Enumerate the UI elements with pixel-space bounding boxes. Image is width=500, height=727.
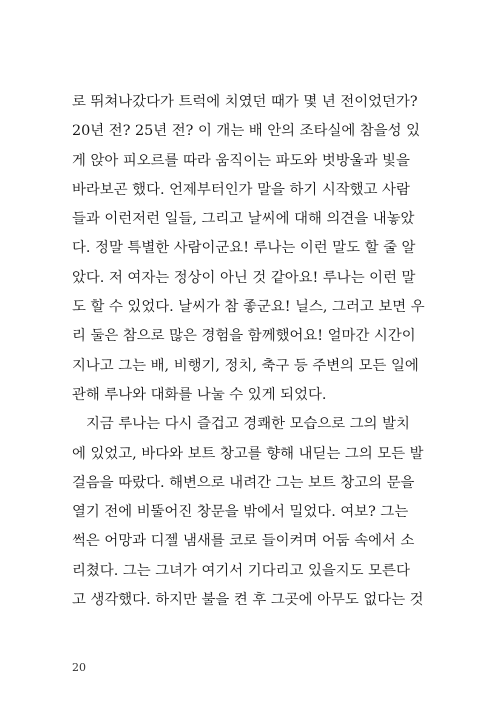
paragraph-end-line: 관해 루나와 대화를 나눌 수 있게 되었다. — [72, 386, 327, 403]
body-text — [72, 88, 425, 615]
text-line: 썩은 어망과 디젤 냄새를 코로 들이켜며 어둠 속에서 소 — [72, 533, 415, 550]
text-line: 열기 전에 비뚤어진 창문을 밖에서 밀었다. 여보? 그는 — [72, 504, 409, 521]
text-line: 지나고 그는 배, 비행기, 정치, 축구 등 주변의 모든 일에 — [72, 357, 419, 374]
text-line: 들과 이런저런 일들, 그리고 날씨에 대해 의견을 내놓았 — [72, 211, 415, 228]
text-line: 리 둘은 참으로 많은 경험을 함께했어요! 얼마간 시간이 — [72, 328, 416, 345]
text-line: 았다. 저 여자는 정상이 아닌 것 같아요! 루나는 이런 말 — [72, 269, 416, 286]
text-line: 로 뛰쳐나갔다가 트럭에 치였던 때가 몇 년 전이었던가? — [72, 94, 418, 110]
text-line: 리쳤다. 그는 그녀가 여기서 기다리고 있을지도 모른다 — [72, 562, 410, 579]
text-line: 걸음을 따랐다. 해변으로 내려간 그는 보트 창고의 문을 — [72, 474, 415, 491]
page-number: 20 — [72, 661, 86, 674]
text-line: 도 할 수 있었다. 날씨가 참 좋군요! 닐스, 그러고 보면 우 — [72, 299, 425, 316]
text-line: 에 있었고, 바다와 보트 창고를 향해 내딛는 그의 모든 발 — [72, 445, 424, 462]
text-line: 바라보곤 했다. 언제부터인가 말을 하기 시작했고 사람 — [72, 181, 410, 198]
text-line: 다. 정말 특별한 사람이군요! 루나는 이런 말도 할 줄 알 — [72, 240, 416, 257]
text-line: 게 앉아 피오르를 따라 움직이는 파도와 벗방울과 빛을 — [72, 152, 410, 169]
text-line: 고 생각했다. 하지만 불을 켠 후 그곳에 아무도 없다는 것 — [72, 592, 424, 609]
text-line: 20년 전? 25년 전? 이 개는 배 안의 조타실에 참을성 있 — [72, 123, 421, 140]
paragraph-start-line: 지금 루나는 다시 즐겁고 경쾌한 모습으로 그의 발치 — [86, 416, 410, 433]
